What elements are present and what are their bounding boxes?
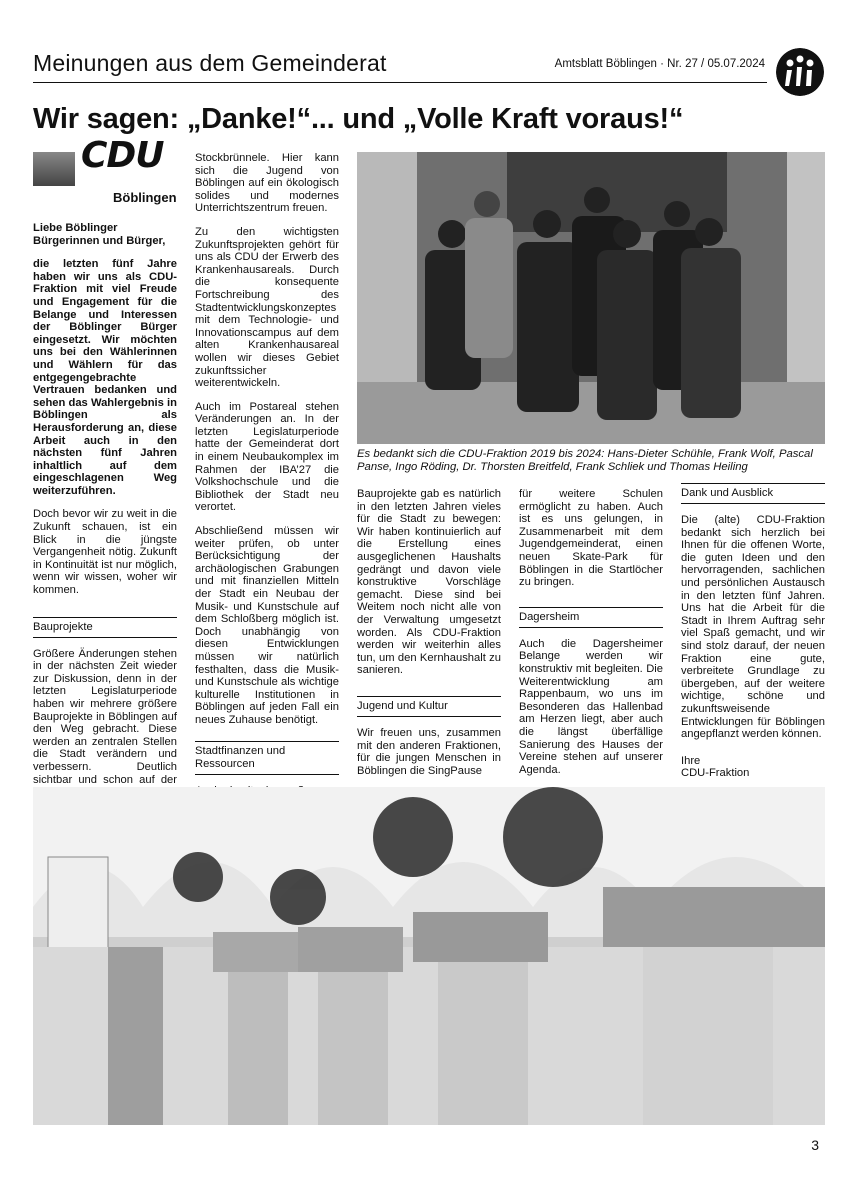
headline: Wir sagen: „Danke!“... und „Volle Kraft voraus!“ (33, 103, 684, 135)
section-heading: Jugend und Kultur (357, 696, 501, 717)
paragraph: Größere Änderungen stehen in der nächsten Zeit wieder zur Diskussion, denn in der letzten Legislaturperiode haben wir mehrere größere Bauprojekte in Böblingen auf den Weg gebracht. Diese werden an zentralen Stellen die Stadt verändern und verbessern. Deutlich sichtbar und schon auf der (33, 647, 177, 786)
group-photo (357, 152, 825, 444)
section-title: Meinungen aus dem Gemeinderat (33, 50, 387, 76)
header-rule (33, 82, 767, 83)
column-3 (357, 488, 501, 788)
paragraph: Abschließend müssen wir weiter prüfen, ob unter Berücksichtigung der archäologischen Grabungen und mit finanziellen Mitteln der Stadt ein Neubau der Musik- und Kunstschule auf dem Schloßberg möglich ist. Doch unabhängig von diesen Entwicklungen müssen wir natürlich festhalten, dass die Musik- und Kunstschule als wichtige kulturelle Institutionen in Böblingen auf jeden Fall ein neues Zuhause benötigt. (195, 525, 339, 726)
column-4 (519, 488, 663, 787)
cdu-logo-text: CDU (81, 135, 164, 176)
paragraph: Bauprojekte gab es natürlich in den letzten Jahren vieles für die Stadt zu bewegen: Wir haben kontinuierlich auf die Erstellung eines ausgeglichenen Haushalts gedrängt und davon viele konstruktive Vorschläge gemacht. Diese sind bei Weitem noch nicht alle von der Verwaltung umgesetzt worden. Als CDU-Fraktion werden wir weiterhin alles tun, um den Kernhaushalt zu sanieren. (357, 488, 501, 677)
intro-text: die letzten fünf Jahre haben wir uns als CDU-Fraktion mit viel Freude und Engagement für die Belange und Interessen der Böblinger Bürger eingesetzt. Wir möchten uns bei den Wählerinnen und Wählern für das entgegengebrachte Vertrauen bedanken und sehen das Wahlergebnis in Böblingen als Herausforderung an, diese Arbeit auch in den nächsten fünf Jahren inhaltlich auf dem eingeschlagenen Weg weiterzuführen. (33, 258, 177, 497)
arcade-photo (33, 787, 825, 1125)
photo-caption: Es bedankt sich die CDU-Fraktion 2019 bis 2024: Hans-Dieter Schühle, Frank Wolf, Pascal Panse, Ingo Röding, Dr. Thorsten Breitfeld, Frank Schliek und Thomas Heiling (357, 448, 813, 473)
arcade-illustration (33, 787, 825, 1125)
paragraph: Doch bevor wir zu weit in die Zukunft schauen, ist ein Blick in die jüngste Vergangenheit nötig. Zukunft in Kontinuität ist nur möglich, wenn wir wissen, woher wir kommen. (33, 508, 177, 597)
cdu-logo (33, 135, 177, 210)
publication-info: Amtsblatt Böblingen · Nr. 27 / 05.07.2024 (554, 58, 765, 70)
column-2 (195, 152, 339, 808)
amtsblatt-logo-icon (776, 48, 824, 96)
section-heading: Dank und Ausblick (681, 483, 825, 504)
page-number: 3 (811, 1137, 819, 1153)
column-5 (681, 483, 825, 780)
paragraph: Auch im Postareal stehen Veränderungen an. In der letzten Legislaturperiode hatte der Gemeinderat dort in einem Neubaukomplex im Rahmen der IBA’27 die Volkshochschule und die Bibliothek der Stadt neu verortet. (195, 400, 339, 514)
paragraph: Stockbrünnele. Hier kann sich die Jugend von Böblingen auf ein ökologisch solides und modernes Unterrichtszentrum freuen. (195, 152, 339, 215)
section-heading: Stadtfinanzen und Ressourcen (195, 741, 339, 775)
section-heading: Dagersheim (519, 607, 663, 628)
cdu-city: Böblingen (113, 190, 177, 205)
paragraph: Die (alte) CDU-Fraktion bedankt sich herzlich bei Ihnen für die offenen Worte, die guten Ideen und den hervorragenden, sachlichen und persönlichen Austausch in den letzten fünf Jahren. Uns hat die Arbeit für die Stadt in Ihrem Auftrag sehr viel Spaß gemacht, und wir sind stolz darauf, der neuen Fraktion eine gute, verbreitete Grundlage zu übergeben, auf der weitere wichtige, schöne und zukunftsweisende Entwicklungen für Böblingen angepflanzt werden können. (681, 514, 825, 741)
signature-name: CDU-Fraktion (681, 767, 750, 780)
paragraph: Auch die Dagersheimer Belange werden wir konstruktiv mit begleiten. Die Weiterentwicklung am Rappenbaum, wo uns im Besonderen das Hallenbad am Herzen liegt, aber auch die längst überfällige Sanierung des Hauses der Vereine stehen auf unserer Agenda. (519, 637, 663, 776)
townhall-image (33, 152, 75, 186)
section-heading: Bauprojekte (33, 617, 177, 638)
signature-line: Ihre (681, 754, 701, 767)
paragraph: Zu den wichtigsten Zukunftsprojekten gehört für uns als CDU der Erwerb des Krankenhausareals. Durch die konsequente Fortschreibung des Stadtentwicklungskonzeptes mit dem Technologie- und Innovationscampus auf dem alten Krankenhausareal wollen wir dieses Gebiet zukunftssicher weiterentwickeln. (195, 225, 339, 390)
paragraph: für weitere Schulen ermöglicht zu haben. Auch ist es uns gelungen, in Zusammenarbeit mit dem Jugendgemeinderat, einen neuen Skate-Park für Böblingen in die Startlöcher zu bringen. (519, 488, 663, 589)
column-1 (33, 135, 177, 822)
paragraph: Wir freuen uns, zusammen mit den anderen Fraktionen, für die jungen Menschen in Böblingen die SingPause (357, 726, 501, 777)
salutation: Liebe Böblinger Bürgerinnen und Bürger, (33, 222, 166, 247)
